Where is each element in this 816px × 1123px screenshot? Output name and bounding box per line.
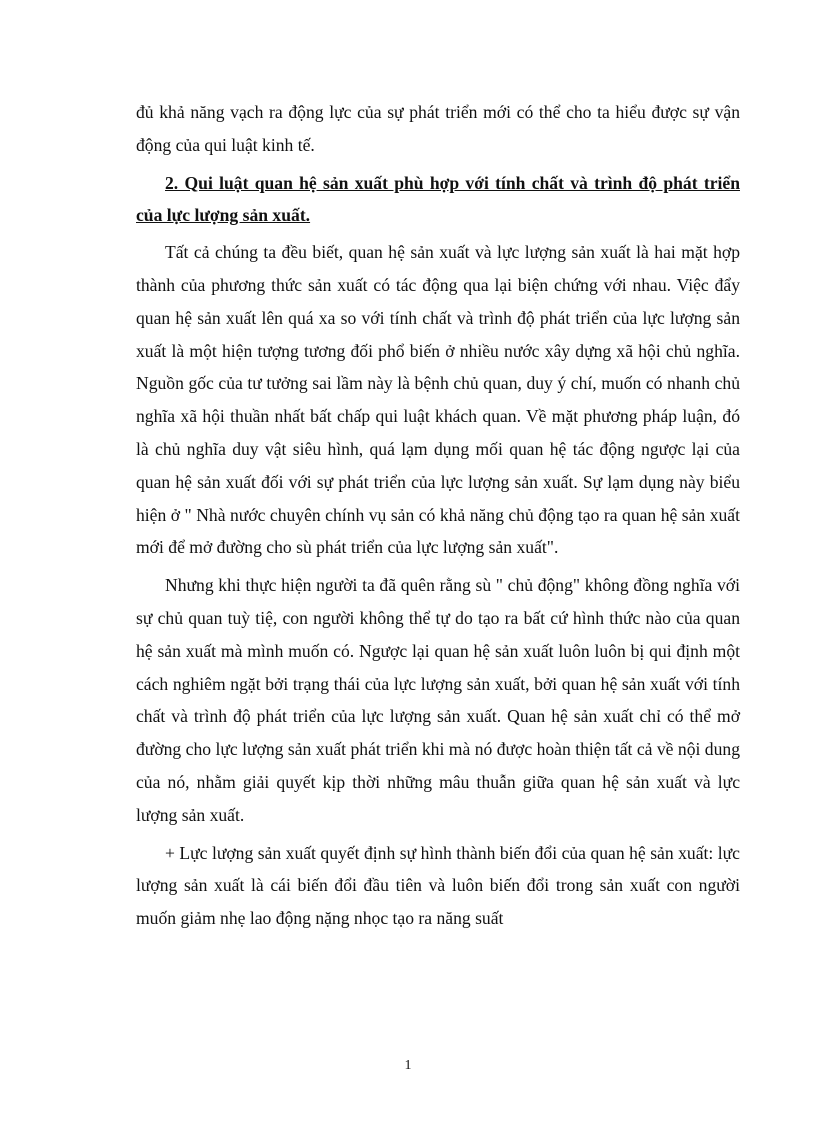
paragraph-body: + Lực lượng sản xuất quyết định sự hình thành biến đổi của quan hệ sản xuất: lực lượng sản xuất là cái biến đổi đầu tiên và luôn biến đổi trong sản xuất con người muốn giảm nhẹ lao động nặng nhọc tạo ra năng suất	[136, 842, 740, 929]
paragraph-body: Tất cả chúng ta đều biết, quan hệ sản xuất và lực lượng sản xuất là hai mặt hợp thành của phương thức sản xuất có tác động qua lại biện chứng với nhau. Việc đẩy quan hệ sản xuất lên quá xa so với tính chất và trình độ phát triển của lực lượng sản xuất là một hiện tượng tương đối phổ biến ở nhiều nước xây dựng xã hội chủ nghĩa. Nguồn gốc của tư tưởng sai lầm này là bệnh chủ quan, duy ý chí, muốn có nhanh chủ nghĩa xã hội thuần nhất bất chấp qui luật khách quan. Về mặt phương pháp luận, đó là chủ nghĩa duy vật siêu hình, quá lạm dụng mối quan hệ tác động ngược lại của quan hệ sản xuất đối với sự phát triển của lực lượng sản xuất. Sự lạm dụng này biểu hiện ở " Nhà nước chuyên chính vụ sản có khả năng chủ động tạo ra quan hệ sản xuất mới để mở đường cho sù phát triển của lực lượng sản xuất".	[136, 242, 740, 558]
document-page	[136, 96, 740, 935]
paragraph-body: Nhưng khi thực hiện người ta đã quên rằng sù " chủ động" không đồng nghĩa với sự chủ quan tuỳ tiệ, con người không thể tự do tạo ra bất cứ hình thức nào của quan hệ sản xuất mà mình muốn có. Ngược lại quan hệ sản xuất luôn luôn bị qui định một cách nghiêm ngặt bởi trạng thái của lực lượng sản xuất, bởi quan hệ sản xuất với tính chất và trình độ phát triển của lực lượng sản xuất. Quan hệ sản xuất chỉ có thể mở đường cho lực lượng sản xuất phát triển khi mà nó được hoàn thiện tất cả về nội dung của nó, nhằm giải quyết kịp thời những mâu thuẫn giữa quan hệ sản xuất và lực lượng sản xuất.	[136, 575, 740, 825]
paragraph-continuation: đủ khả năng vạch ra động lực của sự phát triển mới có thể cho ta hiểu được sự vận động của qui luật kinh tế.	[136, 102, 740, 155]
section-heading: 2. Qui luật quan hệ sản xuất phù hợp với tính chất và trình độ phát triển của lực lượng sản xuất.	[136, 172, 740, 226]
page-number: 1	[404, 1058, 412, 1073]
